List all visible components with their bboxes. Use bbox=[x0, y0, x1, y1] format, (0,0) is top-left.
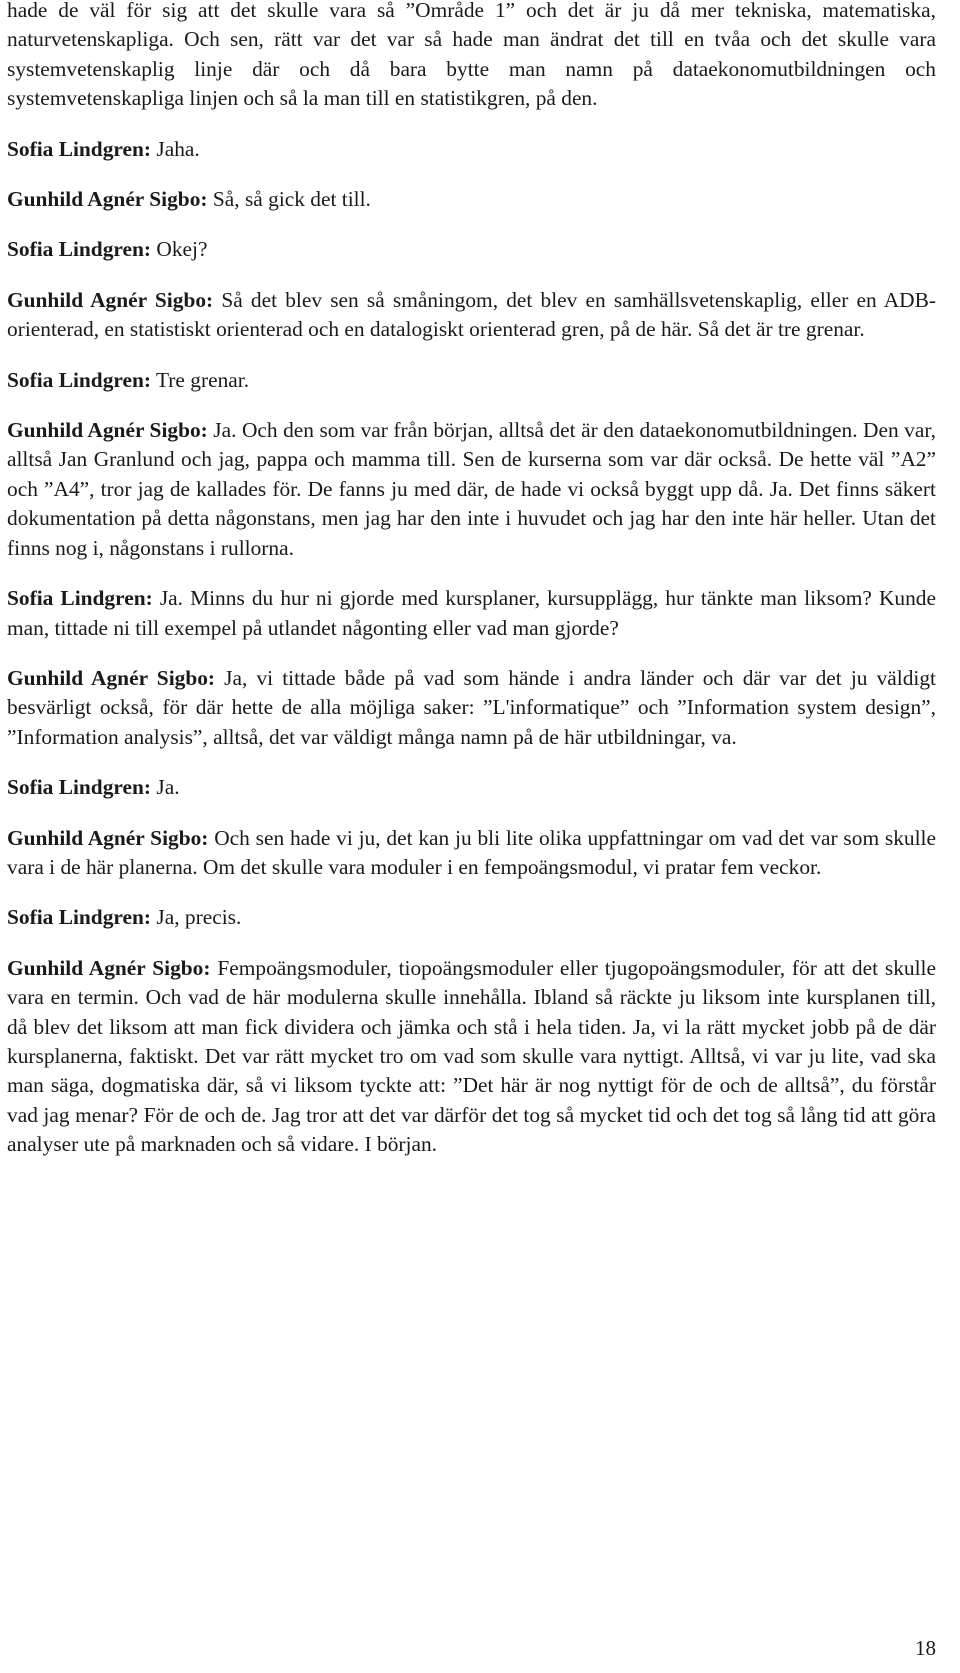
paragraph-text: Så det blev sen så småningom, det blev en samhällsvetenskaplig, eller en ADB-orienterad, en statistiskt orienterad och en datalogiskt orienterad gren, på de här. Så det är tre grenar. bbox=[7, 287, 936, 342]
interview-paragraph bbox=[7, 416, 936, 563]
speaker-name: Sofia Lindgren: bbox=[7, 905, 152, 930]
interview-paragraph bbox=[7, 135, 936, 164]
interview-paragraph bbox=[7, 0, 936, 114]
speaker-name: Gunhild Agnér Sigbo: bbox=[7, 418, 208, 443]
paragraph-text: Ja, vi tittade både på vad som hände i andra länder och där var det ju väldigt besvärligt också, för där hette de alla möjliga saker: ”L'informatique” och ”Information system design”, ”Information analysis”, alltså, det var väldigt många namn på de här utbildningar, va. bbox=[7, 665, 936, 749]
interview-paragraph bbox=[7, 366, 936, 395]
speaker-name: Sofia Lindgren: bbox=[7, 367, 152, 392]
speaker-name: Gunhild Agnér Sigbo: bbox=[7, 665, 216, 690]
paragraph-text: Så, så gick det till. bbox=[207, 187, 371, 212]
interview-paragraph bbox=[7, 954, 936, 1160]
speaker-name: Gunhild Agnér Sigbo: bbox=[7, 187, 208, 212]
paragraph-text: Ja. Och den som var från början, alltså det är den dataekonomutbildningen. Den var, alltså Jan Granlund och jag, pappa och mamma till. Sen de kurserna som var där också. De hette väl ”A2” och ”A4”, tror jag de kallades för. De fanns ju med där, de hade vi också byggt upp då. Ja. Det finns säkert dokumentation på detta någonstans, men jag har den inte i huvudet och jag har den inte här heller. Utan det finns nog i, någonstans i rullorna. bbox=[7, 418, 936, 560]
interview-paragraph bbox=[7, 584, 936, 643]
paragraph-text: Ja. Minns du hur ni gjorde med kursplaner, kursupplägg, hur tänkte man liksom? Kunde man, tittade ni till exempel på utlandet någonting eller vad man gjorde? bbox=[7, 586, 936, 640]
paragraph-text: Okej? bbox=[151, 237, 208, 262]
paragraph-text: hade de väl för sig att det skulle vara så ”Område 1” och det är ju då mer tekniska, matematiska, naturvetenskapliga. Och sen, rätt var det var så hade man ändrat det till en tvåa och det skulle vara systemvetenskaplig linje där och då bara bytte man namn på dataekonomutbildningen och systemvetenskapliga linjen och så la man till en statistikgren, på den. bbox=[7, 0, 936, 111]
speaker-name: Sofia Lindgren: bbox=[7, 775, 152, 800]
speaker-name: Sofia Lindgren: bbox=[7, 136, 152, 161]
interview-paragraph bbox=[7, 235, 936, 264]
interview-paragraph bbox=[7, 185, 936, 214]
interview-paragraph bbox=[7, 286, 936, 345]
interview-paragraph bbox=[7, 664, 936, 752]
speaker-name: Gunhild Agnér Sigbo: bbox=[7, 287, 214, 312]
interview-paragraph bbox=[7, 824, 936, 883]
speaker-name: Gunhild Agnér Sigbo: bbox=[7, 825, 209, 850]
paragraph-text: Fempoängsmoduler, tiopoängsmoduler eller tjugopoängsmoduler, för att det skulle vara en termin. Och vad de här modulerna skulle innehålla. Ibland så räckte ju liksom inte kursplanen till, då blev det liksom att man fick dividera och jämka och stå i hela tiden. Ja, vi la rätt mycket jobb på de där kursplanerna, faktiskt. Det var rätt mycket tro om vad som skulle vara nyttigt. Alltså, vi var ju lite, vad ska man säga, dogmatiska där, så vi liksom tyckte att: ”Det här är nog nyttigt för de och de alltså”, du förstår vad jag menar? För de och de. Jag tror att det var därför det tog så mycket tid och det tog så lång tid att göra analyser ute på marknaden och så vidare. I början. bbox=[7, 955, 936, 1157]
speaker-name: Sofia Lindgren: bbox=[7, 237, 152, 262]
paragraph-text: Ja, precis. bbox=[151, 905, 242, 930]
speaker-name: Gunhild Agnér Sigbo: bbox=[7, 955, 211, 980]
interview-paragraph bbox=[7, 903, 936, 932]
paragraph-text: Tre grenar. bbox=[151, 367, 250, 392]
interview-paragraph bbox=[7, 773, 936, 802]
paragraph-text: Ja. bbox=[151, 775, 180, 800]
speaker-name: Sofia Lindgren: bbox=[7, 586, 153, 611]
page-number: 18 bbox=[915, 1636, 936, 1660]
paragraph-text: Och sen hade vi ju, det kan ju bli lite olika uppfattningar om vad det var som skulle vara i de här planerna. Om det skulle vara moduler i en fempoängsmodul, vi pratar fem veckor. bbox=[7, 825, 936, 879]
paragraph-text: Jaha. bbox=[151, 136, 200, 161]
